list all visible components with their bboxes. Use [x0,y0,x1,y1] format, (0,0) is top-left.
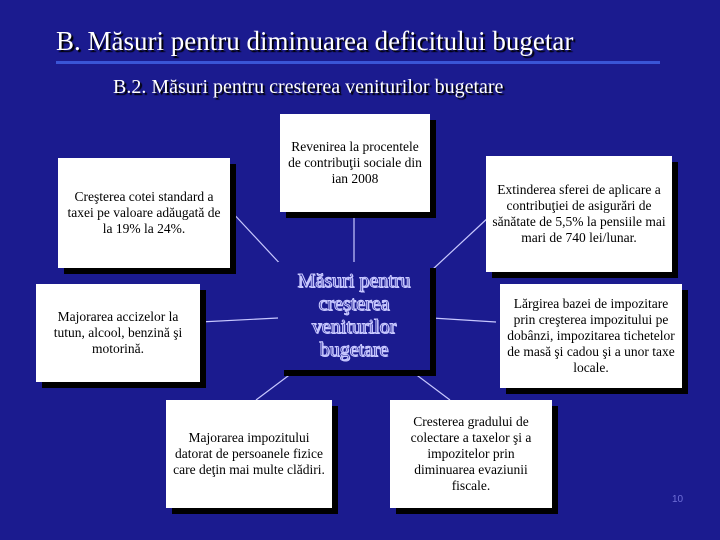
box-cota-tva: Creşterea cotei standard a taxei pe valoare adăugată de la 19% la 24%. [58,158,230,268]
box-impozit-cladiri: Majorarea impozitului datorat de persoanele fizice care deţin mai multe clădiri. [166,400,332,508]
slide-subtitle: B.2. Măsuri pentru cresterea veniturilor bugetare [113,76,504,98]
connector-impozit-cladiri [256,370,296,400]
page-number: 10 [672,494,684,505]
box-contributii: Revenirea la procentele de contribuţii sociale din ian 2008 [280,114,430,212]
connector-baza-impozitare [432,318,496,322]
connector-colectare [410,370,450,400]
box-colectare: Cresterea gradului de colectare a taxelor şi a impozitelor prin diminuarea evaziunii fiscale. [390,400,552,508]
box-baza-impozitare: Lărgirea bazei de impozitare prin creşterea impozitului pe dobânzi, impozitarea tichetelor de masă şi cadou şi a unor taxe locale. [500,284,682,388]
box-accize: Majorarea accizelor la tutun, alcool, benzină şi motorină. [36,284,200,382]
center-node [278,262,430,370]
connector-cota-tva [230,210,284,268]
slide-title: B. Măsuri pentru diminuarea deficitului bugetar [56,26,574,56]
connector-sfera-contributie [432,216,490,270]
connector-accize [200,318,278,322]
box-sfera-contributie: Extinderea sferei de aplicare a contribuţiei de asigurări de sănătate de 5,5% la pensiile mai mari de 740 lei/lunar. [486,156,672,272]
center-label: Măsuri pentru creşterea veniturilor bugetare [297,270,411,361]
